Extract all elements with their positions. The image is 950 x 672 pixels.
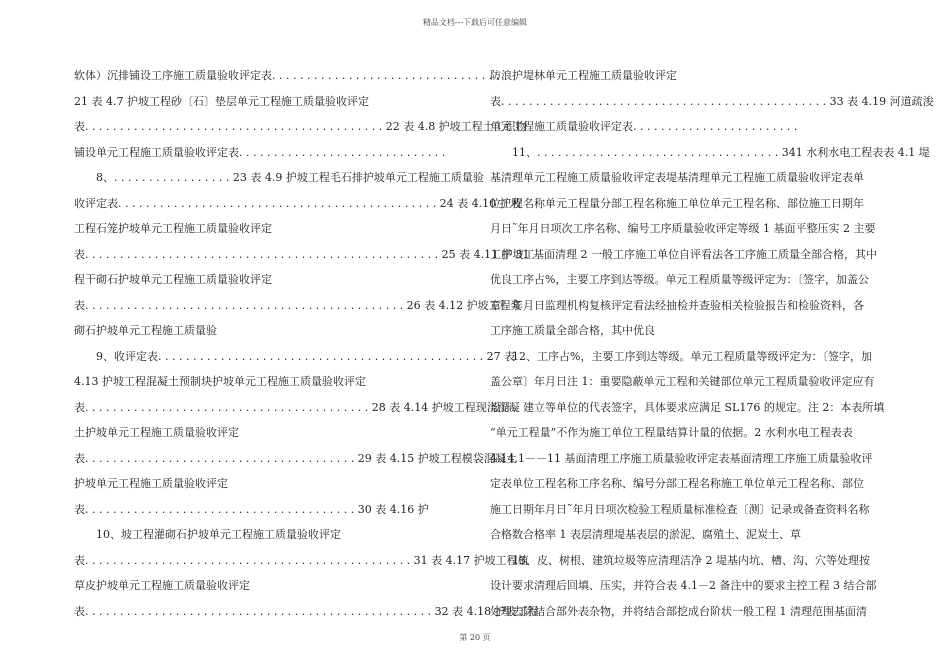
text-line: 盖公章〕年月日注 1：重要隐蔽单元工程和关键部位单元工程质量验收评定应有	[490, 375, 875, 388]
text-line: 21 表 4.7 护坡工程砂〔石〕垫层单元工程施工质量验收评定	[74, 94, 369, 108]
text-line: 表. . . . . . . . . . . . . . . . . . . . . . . . . . . . . . . . . . . . . . . 29 表 4.15 护坡工程模袋混凝土	[74, 451, 517, 465]
text-line: 单元工程施工质量验收评定表. . . . . . . . . . . . . . . . . . . . . . . .	[490, 120, 798, 133]
text-line: 砌石护坡单元工程施工质量验	[74, 324, 217, 337]
text-line: 铺设单元工程施工质量验收评定表. . . . . . . . . . . . . . . . . . . . . . . . . . . . . .	[74, 145, 446, 159]
left-column	[74, 63, 539, 624]
text-line: 施工日期年月日˜年月日项次检验工程质量标准检查〔测〕记录或备查资料名称	[490, 502, 870, 516]
text-line: 12、工序占%，主要工序到达等级。单元工程质量等级评定为：〔签字，加	[512, 349, 872, 363]
text-line: 软体）沉排铺设工序施工质量验收评定表. . . . . . . . . . . . . . . . . . . . . . . . . . . . . . . . .	[74, 69, 500, 82]
text-line: 定表单位工程名称工序名称、编号分部工程名称施工单位单元工程名称、部位	[490, 477, 864, 490]
text-line: 位工程名称单元工程量分部工程名称施工单位单元工程名称、部位施工日期年	[490, 196, 864, 210]
right-column	[490, 63, 934, 624]
text-line: 表. . . . . . . . . . . . . . . . . . . . . . . . . . . . . . . . . . . . . . . . . . . . . . . . . . 32 表 4.18 护坡工程	[74, 604, 539, 618]
text-line: 表. . . . . . . . . . . . . . . . . . . . . . . . . . . . . . . . . . . . . . . . . . . . . . . . . . . 25 表 4.11 护坡工	[74, 247, 535, 261]
text-line: 土护坡单元工程施工质量验收评定	[74, 426, 239, 439]
text-line: 程干砌石护坡单元工程施工质量验收评定	[74, 273, 272, 286]
text-line: 章〕年月日监理机构复核评定看法经抽检并查验相关检验报告和检验资料，各	[490, 298, 864, 312]
text-line: 基清理单元工程施工质量验收评定表堤基清理单元工程施工质量验收评定表单	[490, 171, 864, 184]
text-line: 10、坡工程灌砌石护坡单元工程施工质量验收评定	[96, 528, 341, 541]
text-line: 护坡单元工程施工质量验收评定	[74, 477, 228, 490]
text-line: 4.13 护坡工程混凝土预制块护坡单元工程施工质量验收评定	[74, 375, 366, 388]
page-number: 第 20 页	[459, 633, 491, 642]
text-line: 表. . . . . . . . . . . . . . . . . . . . . . . . . . . . . . . . . . . . . . . . . . . . . . . 33 表 4.19 河道疏浚	[490, 94, 934, 108]
text-line: 表. . . . . . . . . . . . . . . . . . . . . . . . . . . . . . . . . . . . . . . . . . . . . . 26 表 4.12 护坡工程浆	[74, 298, 522, 312]
text-line: 13、皮、树根、建筑垃圾等应清理洁净 2 堤基内坑、槽、沟、穴等处理按	[512, 553, 870, 567]
text-line: 防浪护堤林单元工程施工质量验收评定	[490, 69, 677, 82]
text-line: 表. . . . . . . . . . . . . . . . . . . . . . . . . . . . . . . . . . . . . . . . . . . 22 表 4.8 护坡工程土工织物	[74, 120, 527, 133]
text-line: 处理去除结合部外表杂物，并将结合部挖成台阶状一般工程 1 清理范围基面清	[490, 604, 867, 618]
text-line: 设计要求清理后回填、压实，并符合表 4.1－2 备注中的要求主控工程 3 结合部	[490, 579, 877, 592]
text-line: 11、. . . . . . . . . . . . . . . . . . . . . . . . . . . . . . . . . . . 341 水利水电工程表表 4.1 堤	[512, 145, 930, 159]
text-line: 合格数合格率 1 表层清理堤基表层的淤泥、腐殖土、泥炭土、草	[490, 528, 801, 541]
text-line: 工程石笼护坡单元工程施工质量验收评定	[74, 222, 272, 235]
text-line: 4.14.1－－11 基面清理工序施工质量验收评定表基面清理工序施工质量验收评	[490, 451, 873, 465]
text-line: 月日˜年月日项次工序名称、编号工序质量验收评定等级 1 基面平整压实 2 主要	[490, 222, 876, 235]
text-line: 草皮护坡单元工程施工质量验收评定	[74, 579, 250, 592]
text-line: 工序 31 基面清理 2 一般工序施工单位自评看法各工序施工质量全部合格，其中	[490, 247, 877, 261]
text-line: 表. . . . . . . . . . . . . . . . . . . . . . . . . . . . . . . . . . . . . . . . . . . . . . . 31 表 4.17 护坡工程植	[74, 553, 529, 567]
text-line: “单元工程量”不作为施工单位工程量结算计量的依据。2 水利水电工程表表	[490, 426, 853, 439]
text-line: 工序施工质量全部合格，其中优良	[490, 324, 655, 337]
text-line: 表. . . . . . . . . . . . . . . . . . . . . . . . . . . . . . . . . . . . . . . . . 28 表 4.14 护坡工程现浇混凝	[74, 400, 520, 414]
text-line: 设计、建立等单位的代表签字，具体要求应满足 SL176 的规定。注 2：本表所填	[490, 400, 885, 414]
text-line: 优良工序占%，主要工序到达等级。单元工程质量等级评定为：〔签字，加盖公	[490, 273, 869, 286]
text-line: 9、收评定表. . . . . . . . . . . . . . . . . . . . . . . . . . . . . . . . . . . . . . . . . . . . . . . 27 表	[96, 349, 516, 363]
text-line: 表. . . . . . . . . . . . . . . . . . . . . . . . . . . . . . . . . . . . . . . 30 表 4.16 护	[74, 502, 429, 516]
page-header: 精品文档---下载后可任意编辑	[422, 18, 528, 27]
text-line: 收评定表. . . . . . . . . . . . . . . . . . . . . . . . . . . . . . . . . . . . . . . . . . . . . . 24 表 4.10 护坡	[74, 196, 522, 210]
text-line: 8、. . . . . . . . . . . . . . . . . 23 表 4.9 护坡工程毛石排护坡单元工程施工质量验	[96, 171, 484, 184]
